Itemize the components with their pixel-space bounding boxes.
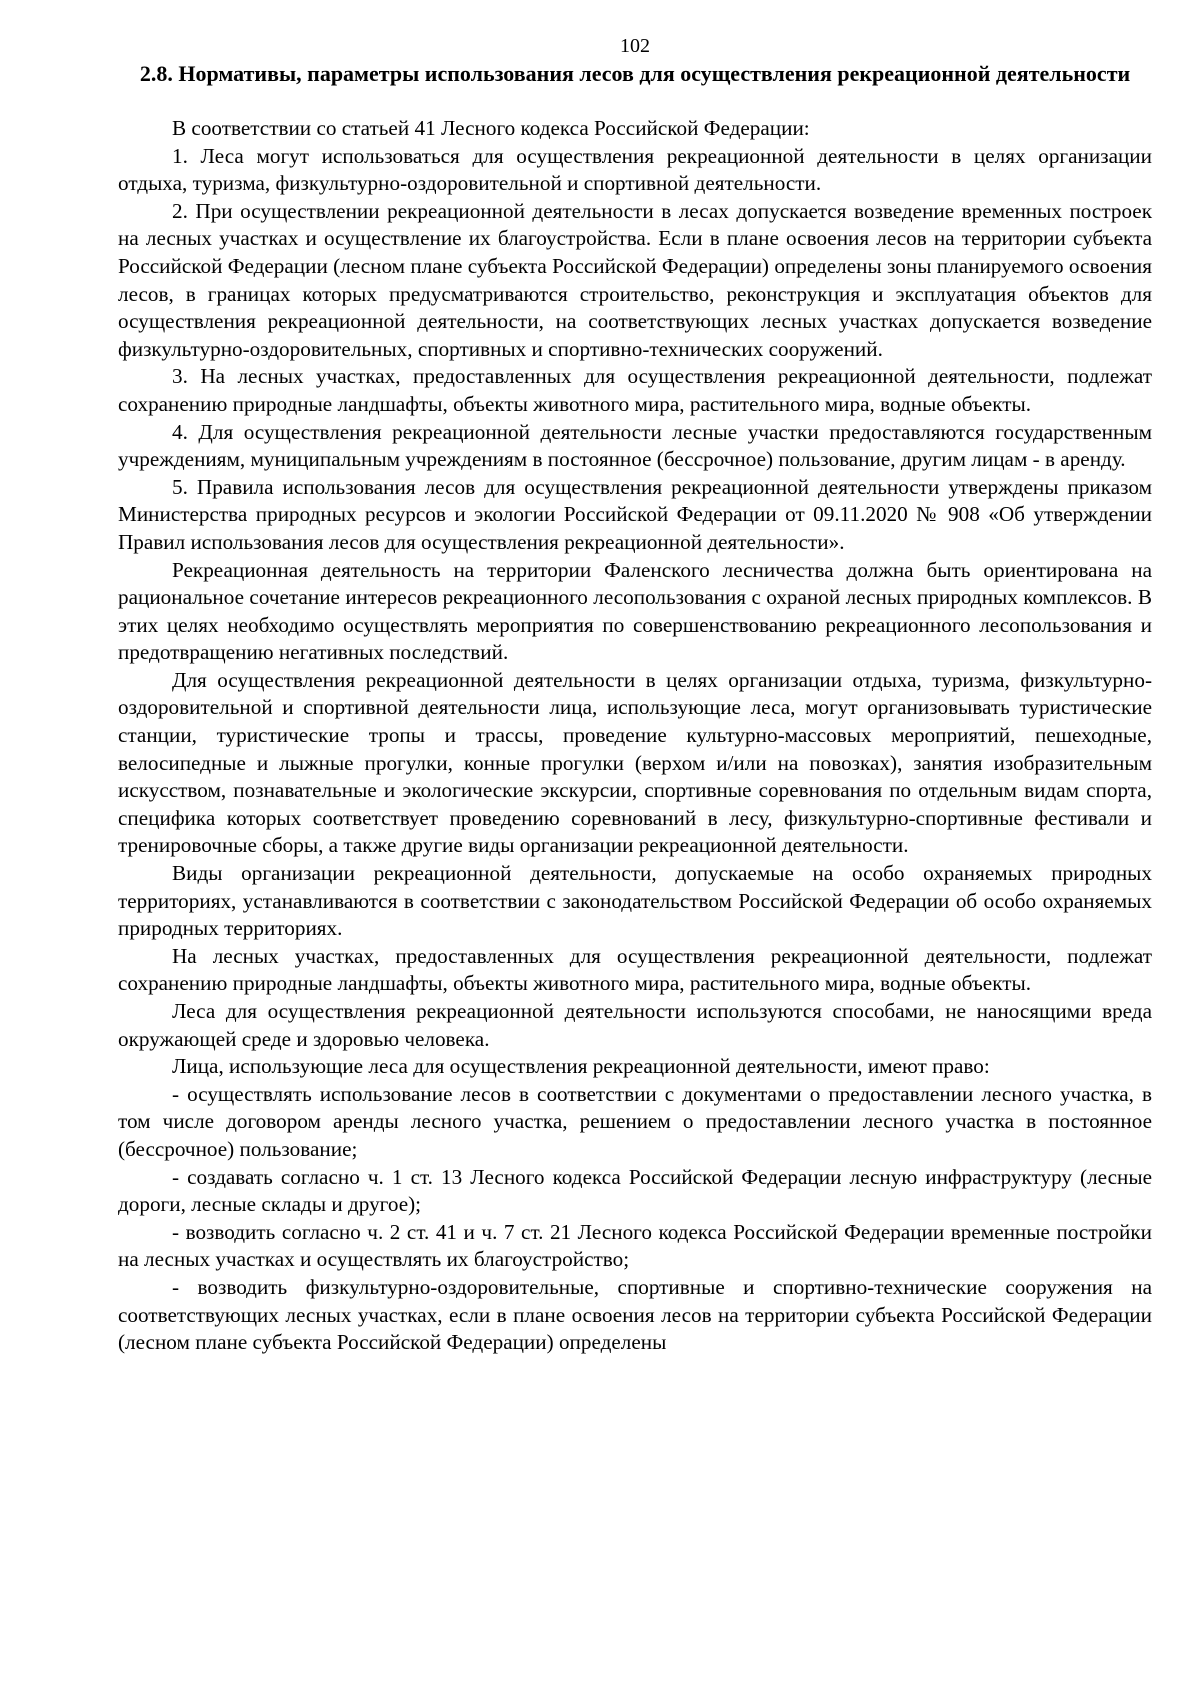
page-number: 102 <box>620 35 650 57</box>
paragraph-preservation: На лесных участках, предоставленных для осуществления рекреационной деятельности, подлежат сохранению природные ландшафты, объекты животного мира, растительного мира, водные объекты. <box>118 943 1152 996</box>
paragraph-right-1: - осуществлять использование лесов в соответствии с документами о предоставлении лесного участка, в том числе договором аренды лесного участка, решением о предоставлении лесного участка в постоянное (бессрочное) пользование; <box>118 1081 1152 1161</box>
paragraph-right-3: - возводить согласно ч. 2 ст. 41 и ч. 7 ст. 21 Лесного кодекса Российской Федерации временные постройки на лесных участках и осуществлять их благоустройство; <box>118 1219 1152 1272</box>
paragraph-right-4: - возводить физкультурно-оздоровительные, спортивные и спортивно-технические сооружения на соответствующих лесных участках, если в плане освоения лесов на территории субъекта Российской Федерации (лесном плане субъекта Российской Федерации) определены <box>118 1274 1152 1355</box>
paragraph-item-2: 2. При осуществлении рекреационной деятельности в лесах допускается возведение временных построек на лесных участках и осуществление их благоустройства. Если в плане освоения лесов на территории субъекта Российской Федерации (лесном плане субъекта Российской Федерации) определены зоны планируемого освоения лесов, в границах которых предусматриваются строительство, реконструкция и эксплуатация объектов для осуществления рекреационной деятельности, на соответствующих лесных участках допускается возведение физкультурно-оздоровительных, спортивных и спортивно-технических сооружений. <box>118 198 1152 361</box>
paragraph-falenskoe: Рекреационная деятельность на территории Фаленского лесничества должна быть ориентирована на рациональное сочетание интересов рекреационного лесопользования с охраной лесных природных комплексов. В этих целях необходимо осуществлять мероприятия по совершенствованию рекреационного лесопользования и предотвращению негативных последствий. <box>118 557 1152 665</box>
paragraph-protected-areas: Виды организации рекреационной деятельности, допускаемые на особо охраняемых природных территориях, устанавливаются в соответствии с законодательством Российской Федерации об особо охраняемых природных территориях. <box>118 861 1152 941</box>
body-text <box>118 115 1152 1357</box>
paragraph-intro: В соответствии со статьей 41 Лесного кодекса Российской Федерации: <box>172 116 810 140</box>
paragraph-right-2: - создавать согласно ч. 1 ст. 13 Лесного кодекса Российской Федерации лесную инфраструктуру (лесные дороги, лесные склады и другое); <box>118 1164 1152 1217</box>
paragraph-item-5: 5. Правила использования лесов для осуществления рекреационной деятельности утверждены приказом Министерства природных ресурсов и экологии Российской Федерации от 09.11.2020 № 908 «Об утверждении Правил использования лесов для осуществления рекреационной деятельности». <box>118 474 1152 554</box>
paragraph-no-harm: Леса для осуществления рекреационной деятельности используются способами, не наносящими вреда окружающей среде и здоровью человека. <box>118 999 1152 1051</box>
paragraph-activities: Для осуществления рекреационной деятельности в целях организации отдыха, туризма, физкультурно-оздоровительной и спортивной деятельности лица, использующие леса, могут организовывать туристические станции, туристические тропы и трассы, проведение культурно-массовых мероприятий, пешеходные, велосипедные и лыжные прогулки, конные прогулки (верхом и/или на повозках), занятия изобразительным искусством, познавательные и экологические экскурсии, спортивные соревнования по отдельным видам спорта, специфика которых соответствует проведению соревнований в лесу, физкультурно-спортивные фестивали и тренировочные сборы, а также другие виды организации рекреационной деятельности. <box>118 667 1152 858</box>
section-title: 2.8. Нормативы, параметры использования лесов для осуществления рекреационной деятельности <box>139 61 1131 86</box>
paragraph-item-1: 1. Леса могут использоваться для осуществления рекреационной деятельности в целях организации отдыха, туризма, физкультурно-оздоровительной и спортивной деятельности. <box>118 143 1152 196</box>
paragraph-item-4: 4. Для осуществления рекреационной деятельности лесные участки предоставляются государственным учреждениям, муниципальным учреждениям в постоянное (бессрочное) пользование, другим лицам - в аренду. <box>118 419 1152 472</box>
paragraph-item-3: 3. На лесных участках, предоставленных для осуществления рекреационной деятельности, подлежат сохранению природные ландшафты, объекты животного мира, растительного мира, водные объекты. <box>118 364 1152 416</box>
paragraph-rights-intro: Лица, использующие леса для осуществления рекреационной деятельности, имеют право: <box>172 1054 990 1079</box>
document-page <box>118 34 1152 1357</box>
